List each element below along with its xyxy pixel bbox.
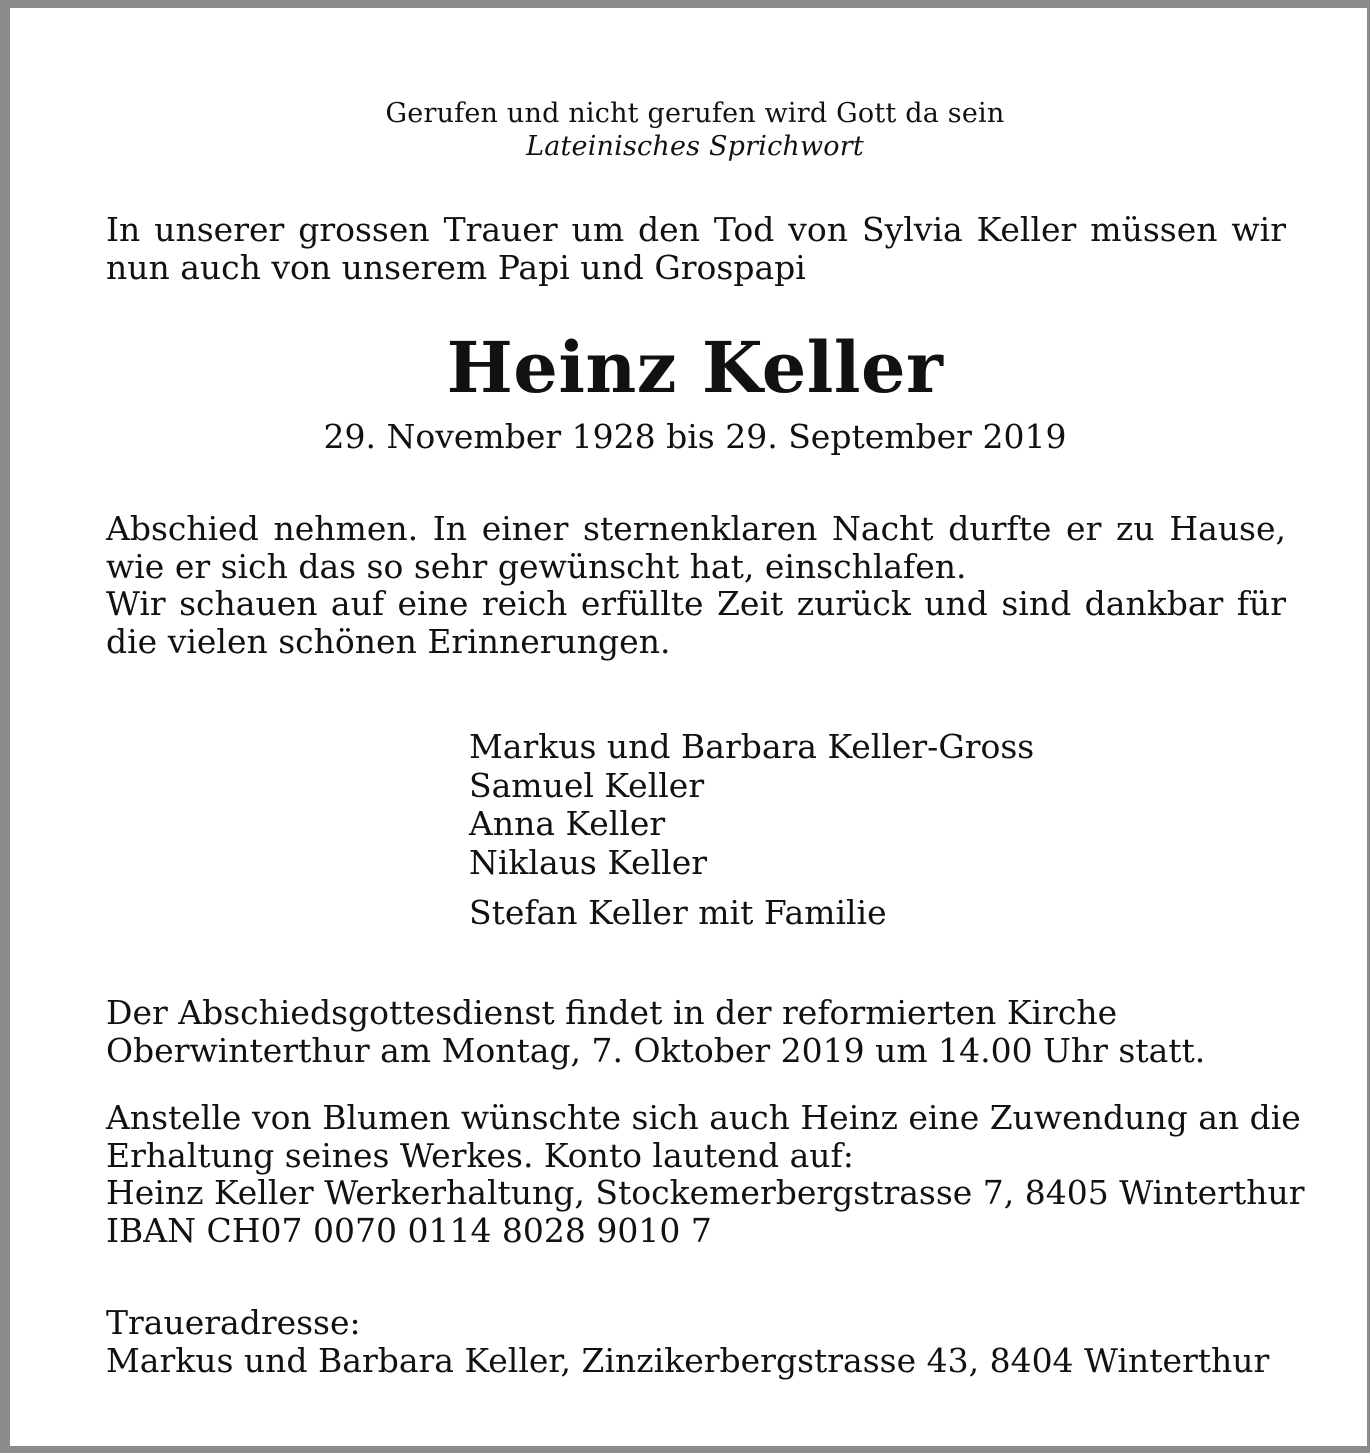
donation-line: Heinz Keller Werkerhaltung, Stockemerbergstrasse 7, 8405 Winterthur <box>106 1173 1305 1212</box>
quote-text: Gerufen und nicht gerufen wird Gott da sein <box>385 98 1005 129</box>
deceased-name: Heinz Keller <box>446 326 944 409</box>
donation-line: Anstelle von Blumen wünschte sich auch Heinz eine Zuwendung an die <box>106 1098 1301 1137</box>
service-paragraph <box>106 994 1286 1069</box>
farewell-line: Abschied nehmen. In einer sternenklaren Nacht durfte er zu Hause, <box>106 509 1286 548</box>
farewell-line: wie er sich das so sehr gewünscht hat, einschlafen. <box>106 546 967 586</box>
mourner-name: Anna Keller <box>469 804 666 843</box>
intro-paragraph <box>106 211 1286 286</box>
farewell-paragraph <box>106 510 1286 660</box>
mourners-list <box>469 728 1034 933</box>
mourning-address <box>106 1304 1286 1379</box>
donation-paragraph <box>106 1098 1305 1250</box>
donation-line: Erhaltung seines Werkes. Konto lautend auf: <box>106 1135 854 1175</box>
mourner-name: Markus und Barbara Keller-Gross <box>469 727 1035 766</box>
mourner-name: Niklaus Keller <box>469 842 708 882</box>
mourning-address-label: Traueradresse: <box>106 1303 361 1342</box>
service-line: Oberwinterthur am Montag, 7. Oktober 2019 um 14.00 Uhr statt. <box>106 1030 1206 1070</box>
mourning-address-text: Markus und Barbara Keller, Zinzikerbergstrasse 43, 8404 Winterthur <box>106 1340 1270 1380</box>
intro-line: In unserer grossen Trauer um den Tod von Sylvia Keller müssen wir <box>106 210 1286 249</box>
life-dates: 29. November 1928 bis 29. September 2019 <box>323 417 1067 456</box>
farewell-line: Wir schauen auf eine reich erfüllte Zeit zurück und sind dankbar für <box>106 584 1286 623</box>
mourner-extended: Stefan Keller mit Familie <box>469 893 887 932</box>
intro-line: nun auch von unserem Papi und Grospapi <box>106 247 806 287</box>
service-line: Der Abschiedsgottesdienst findet in der reformierten Kirche <box>106 993 1118 1032</box>
iban-line: IBAN CH07 0070 0114 8028 9010 7 <box>106 1210 712 1250</box>
quote-source: Lateinisches Sprichwort <box>526 131 864 162</box>
farewell-line: die vielen schönen Erinnerungen. <box>106 621 671 661</box>
mourner-name: Samuel Keller <box>469 765 705 805</box>
